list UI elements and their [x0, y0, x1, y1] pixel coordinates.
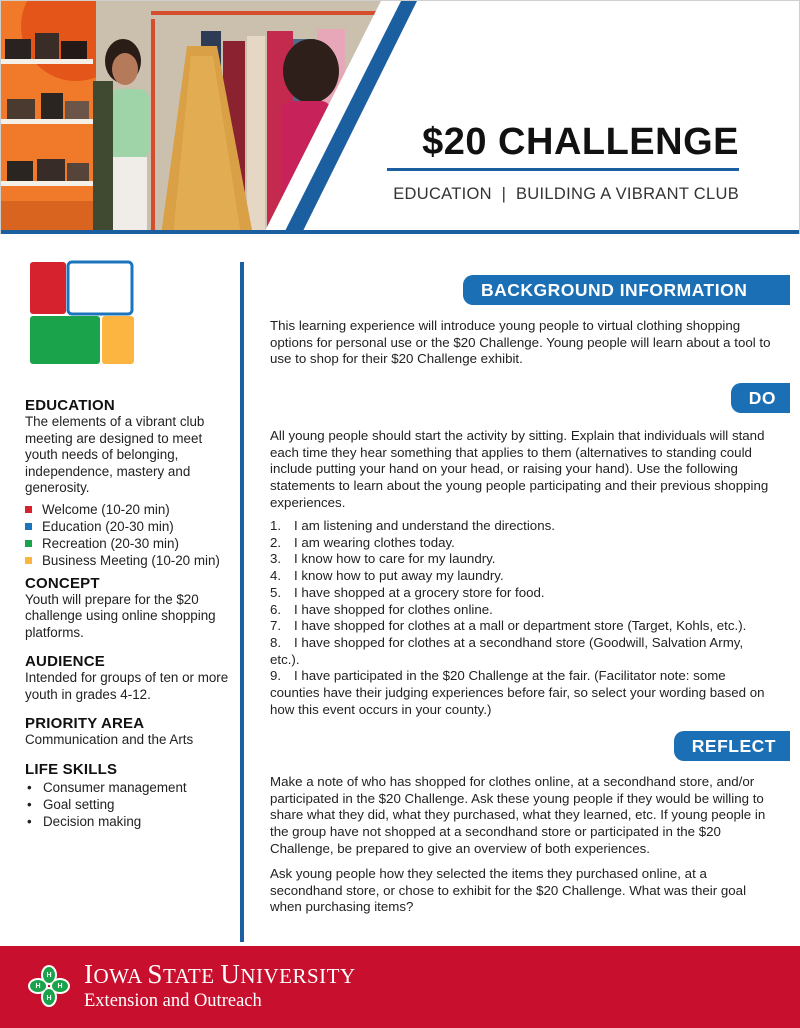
isu-letter: I — [84, 959, 94, 989]
sidebar — [25, 260, 237, 830]
reflect-text-2: Ask young people how they selected the items they purchased online, at a secondhand store, or chose to exhibit for the $20 Challenge. What was their goal when purchasing items? — [270, 866, 747, 915]
university-name — [84, 959, 356, 990]
background-text: This learning experience will introduce young people to virtual clothing shopping options for personal use or the $20 Challenge. Young people will learn about a tool to use to shop for their $20 Challenge exhibit. — [270, 318, 771, 367]
audience-text: Intended for groups of ten or more youth in grades 4-12. — [25, 670, 229, 702]
page-subtitle: EDUCATION | BUILDING A VIBRANT CLUB — [393, 185, 739, 203]
bullet-icon: • — [27, 796, 32, 812]
life-skill: Decision making — [43, 813, 142, 829]
isu-letter: U — [220, 959, 241, 989]
statement-text: I have participated in the $20 Challenge at the fair. (Facilitator note: some counties have their judging experiences before fair, so select your wording based on how this event occurs in your county.) — [270, 668, 765, 717]
statement-text: I have shopped for clothes at a mall or department store (Target, Kohls, etc.). — [294, 618, 747, 634]
svg-text:H: H — [46, 995, 52, 1002]
legend-item-recreation — [25, 535, 237, 552]
do-intro: All young people should start the activity by sitting. Explain that individuals will stand each time they hear something that applies to them (alternatives to standing could include putting your hand on your head, or raising your hand). Use the following statements to learn about the young people participating and their previous shopping experiences. — [270, 428, 769, 510]
priority-area-text: Communication and the Arts — [25, 732, 194, 747]
vibrant-club-logo-icon — [28, 260, 138, 370]
concept-heading: CONCEPT — [25, 574, 100, 592]
time-legend — [25, 501, 237, 569]
title-block — [387, 121, 739, 204]
statement-text: I have shopped at a grocery store for food. — [294, 584, 545, 600]
isu-letters: TATE — [162, 964, 221, 988]
reflect-heading: REFLECT — [674, 731, 790, 761]
list-item: 5. I have shopped at a grocery store for food. — [270, 584, 545, 600]
legend-label: Education (20-30 min) — [42, 518, 174, 534]
svg-text:H: H — [35, 983, 41, 990]
legend-label: Business Meeting (10-20 min) — [42, 552, 220, 568]
title-rule — [387, 168, 739, 171]
life-skill: Goal setting — [43, 796, 115, 812]
page-title: $20 CHALLENGE — [422, 121, 739, 163]
legend-label: Recreation (20-30 min) — [42, 535, 179, 551]
concept-text: Youth will prepare for the $20 challenge using online shopping platforms. — [25, 591, 216, 640]
bullet-icon: • — [27, 779, 32, 795]
life-skill: Consumer management — [43, 779, 187, 795]
extension-outreach: Extension and Outreach — [84, 991, 262, 1011]
sidebar-divider — [240, 262, 244, 942]
list-item — [25, 813, 237, 830]
isu-letters: NIVERSITY — [240, 964, 356, 988]
statement-list — [270, 518, 775, 718]
svg-text:H: H — [46, 972, 52, 979]
reflect-text-1: Make a note of who has shopped for clothes online, at a secondhand store, and/or participated in the $20 Challenge. Ask these young people if they would be willing to share what they did, what they purchased, what they learned, etc. If young people in the group have not shopped at a secondhand store or participated in the $20 Challenge, be prepared to give an overview of both experiences. — [270, 774, 766, 856]
priority-area-heading: PRIORITY AREA — [25, 715, 145, 732]
svg-text:H: H — [57, 983, 63, 990]
header-divider — [1, 230, 800, 234]
4h-clover-icon — [27, 964, 71, 1008]
list-item: 4. I know how to put away my laundry. — [270, 568, 504, 584]
list-item: 2. I am wearing clothes today. — [270, 534, 455, 550]
green-square-icon — [25, 540, 32, 547]
header — [0, 0, 800, 234]
yellow-square-icon — [25, 557, 32, 564]
life-skills-list — [25, 779, 237, 830]
do-heading: DO — [731, 383, 790, 413]
statement-text: I know how to put away my laundry. — [294, 568, 504, 584]
statement-text: I know how to care for my laundry. — [294, 551, 496, 567]
education-heading: EDUCATION — [25, 397, 115, 414]
legend-label: Welcome (10-20 min) — [42, 501, 170, 517]
blue-square-icon — [25, 523, 32, 530]
audience-heading: AUDIENCE — [25, 653, 105, 670]
education-text: The elements of a vibrant club meeting are designed to meet youth needs of belonging, independence, mastery and generosity. — [25, 414, 205, 495]
list-item — [25, 796, 237, 813]
bullet-icon: • — [27, 813, 32, 829]
statement-text: I am wearing clothes today. — [294, 534, 455, 550]
footer — [0, 946, 800, 1028]
legend-item-education — [25, 518, 237, 535]
statement-text: I am listening and understand the directions. — [294, 518, 555, 533]
life-skills-heading: LIFE SKILLS — [25, 760, 118, 778]
isu-letter: S — [147, 959, 163, 989]
statement-text: I have shopped for clothes at a secondhand store (Goodwill, Salvation Army, etc.). — [270, 634, 744, 667]
background-information-heading: BACKGROUND INFORMATION — [463, 275, 790, 305]
statement-text: I have shopped for clothes online. — [294, 601, 493, 617]
list-item — [25, 779, 237, 796]
list-item: 6. I have shopped for clothes online. — [270, 601, 493, 617]
list-item: 1. I am listening and understand the directions. — [270, 518, 555, 533]
legend-item-welcome — [25, 501, 237, 518]
red-square-icon — [25, 506, 32, 513]
legend-item-business — [25, 552, 237, 569]
isu-letters: OWA — [93, 964, 148, 988]
list-item: 3. I know how to care for my laundry. — [270, 551, 496, 567]
list-item: 7. I have shopped for clothes at a mall or department store (Target, Kohls, etc.). — [270, 618, 747, 634]
list-item: 8. I have shopped for clothes at a secondhand store (Goodwill, Salvation Army, etc.). — [270, 634, 744, 667]
list-item: 9. I have participated in the $20 Challenge at the fair. (Facilitator note: some counties have their judging experiences before fair, so select your wording based on how this event occurs in your county.) — [270, 668, 765, 717]
